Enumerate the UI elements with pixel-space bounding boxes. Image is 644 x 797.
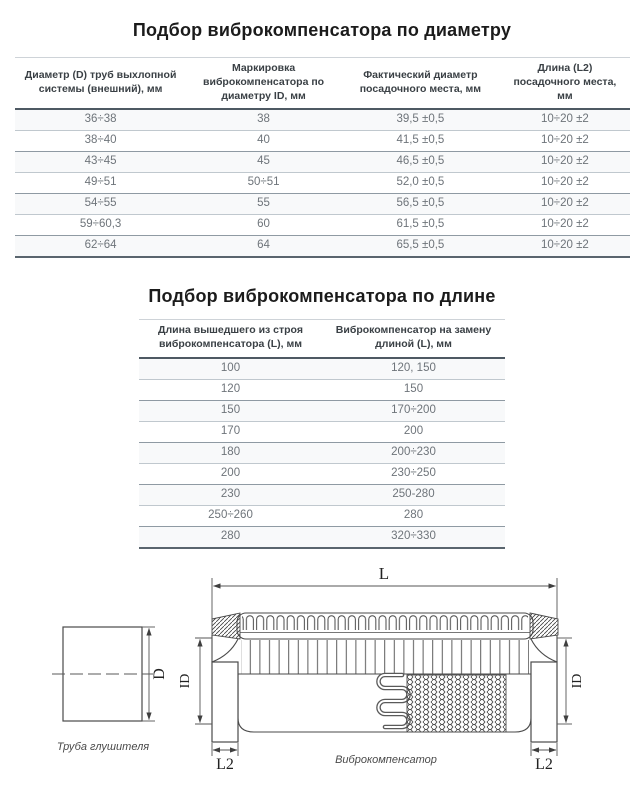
- seat-length-right-label: L2: [535, 755, 553, 773]
- column-header: Диаметр (D) труб выхлопной системы (внешний), мм: [15, 58, 187, 110]
- collar-right: [530, 613, 558, 639]
- pipe-diameter-label: D: [151, 668, 168, 680]
- diameter-table-title: Подбор виброкомпенсатора по диаметру: [132, 20, 512, 40]
- table-row: [15, 215, 630, 236]
- table-cell: 150: [139, 400, 322, 421]
- table-row: [139, 358, 505, 380]
- table-row: [15, 152, 630, 173]
- table-cell: 38÷40: [15, 131, 187, 152]
- table-cell: 320÷330: [322, 526, 505, 548]
- column-header: Длина вышедшего из строя виброкомпенсатора (L), мм: [139, 320, 322, 358]
- table-cell: 10÷20 ±2: [500, 131, 629, 152]
- inner-diameter-right-label: ID: [570, 673, 585, 689]
- pipe-caption: Труба глушителя: [56, 740, 150, 753]
- table-row: [15, 173, 630, 194]
- table-cell: 54÷55: [15, 194, 187, 215]
- table-cell: 61,5 ±0,5: [340, 215, 500, 236]
- table-row: [139, 484, 505, 505]
- sleeve-right: [531, 662, 557, 742]
- table-cell: 10÷20 ±2: [500, 152, 629, 173]
- table-cell: 280: [322, 505, 505, 526]
- braid-mesh-block: [407, 675, 506, 732]
- dimension-overall-length: [212, 564, 557, 619]
- table-cell: 64: [187, 236, 341, 258]
- table-cell: 180: [139, 442, 322, 463]
- table-cell: 45: [187, 152, 341, 173]
- collar-left: [212, 613, 240, 639]
- table-cell: 200: [139, 463, 322, 484]
- shoulder-right: [531, 639, 557, 662]
- table-cell: 36÷38: [15, 109, 187, 131]
- table-cell: 56,5 ±0,5: [340, 194, 500, 215]
- column-header: Маркировка виброкомпенсатора по диаметру ID, мм: [187, 58, 341, 110]
- compensator-schematic: [0, 562, 644, 792]
- dimension-seat-length-left: [212, 743, 238, 773]
- table-cell: 43÷45: [15, 152, 187, 173]
- table-cell: 10÷20 ±2: [500, 109, 629, 131]
- table-row: [139, 379, 505, 400]
- table-cell: 50÷51: [187, 173, 341, 194]
- muffler-pipe: [52, 627, 153, 721]
- column-header: Фактический диаметр посадочного места, мм: [340, 58, 500, 110]
- table-cell: 38: [187, 109, 341, 131]
- table-cell: 230÷250: [322, 463, 505, 484]
- length-table-title: Подбор виброкомпенсатора по длине: [148, 286, 496, 307]
- diameter-table: [15, 57, 630, 258]
- seat-length-left-label: L2: [216, 755, 234, 773]
- table-cell: 46,5 ±0,5: [340, 152, 500, 173]
- dimension-inner-diameter-left: [178, 638, 212, 724]
- table-cell: 150: [322, 379, 505, 400]
- table-cell: 280: [139, 526, 322, 548]
- table-cell: 100: [139, 358, 322, 380]
- table-cell: 230: [139, 484, 322, 505]
- table-cell: 10÷20 ±2: [500, 215, 629, 236]
- table-cell: 60: [187, 215, 341, 236]
- table-cell: 200÷230: [322, 442, 505, 463]
- table-cell: 65,5 ±0,5: [340, 236, 500, 258]
- compensator-body: [212, 613, 558, 742]
- table-cell: 52,0 ±0,5: [340, 173, 500, 194]
- table-cell: 10÷20 ±2: [500, 194, 629, 215]
- table-row: [139, 526, 505, 548]
- table-cell: 120: [139, 379, 322, 400]
- braid-band-loops: [242, 615, 528, 632]
- table-row: [139, 442, 505, 463]
- table-row: [15, 236, 630, 258]
- table-cell: 40: [187, 131, 341, 152]
- overall-length-label: L: [378, 563, 390, 583]
- dimension-inner-diameter-right: [557, 638, 585, 724]
- sleeve-left: [212, 662, 238, 742]
- column-header: Виброкомпенсатор на замену длиной (L), мм: [322, 320, 505, 358]
- table-cell: 170: [139, 421, 322, 442]
- table-cell: 10÷20 ±2: [500, 173, 629, 194]
- header-row: [15, 58, 630, 110]
- table-cell: 55: [187, 194, 341, 215]
- dimension-seat-length-right: [531, 743, 557, 773]
- shoulder-left: [212, 639, 238, 662]
- table-cell: 200: [322, 421, 505, 442]
- table-row: [15, 131, 630, 152]
- table-cell: 10÷20 ±2: [500, 236, 629, 258]
- bellows-corrugation: [241, 640, 529, 674]
- table-cell: 250÷260: [139, 505, 322, 526]
- technical-drawing: [0, 562, 644, 797]
- compensator-caption: Виброкомпенсатор: [335, 753, 437, 766]
- table-row: [139, 421, 505, 442]
- table-cell: 59÷60,3: [15, 215, 187, 236]
- table-cell: 62÷64: [15, 236, 187, 258]
- table-cell: 39,5 ±0,5: [340, 109, 500, 131]
- table-row: [139, 505, 505, 526]
- header-row: [139, 320, 505, 358]
- table-row: [15, 194, 630, 215]
- inner-diameter-left-label: ID: [178, 673, 193, 689]
- table-cell: 250-280: [322, 484, 505, 505]
- length-table: [139, 319, 505, 549]
- table-cell: 41,5 ±0,5: [340, 131, 500, 152]
- table-cell: 120, 150: [322, 358, 505, 380]
- table-cell: 49÷51: [15, 173, 187, 194]
- table-row: [139, 463, 505, 484]
- table-cell: 170÷200: [322, 400, 505, 421]
- table-row: [15, 109, 630, 131]
- table-row: [139, 400, 505, 421]
- column-header: Длина (L2) посадочного места, мм: [500, 58, 629, 110]
